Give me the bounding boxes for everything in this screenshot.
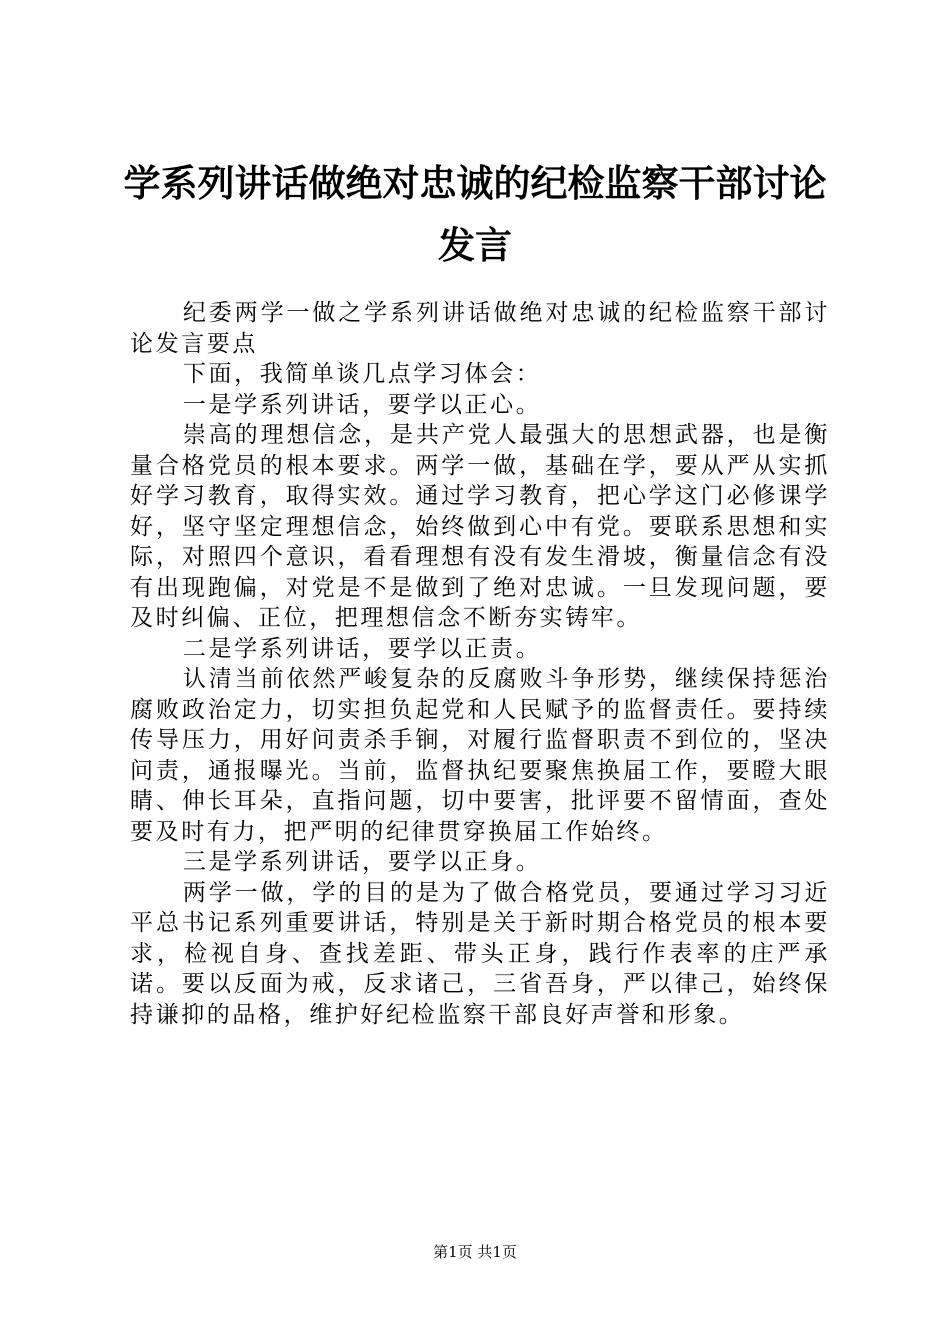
paragraph-opening: 下面，我简单谈几点学习体会： <box>182 361 542 387</box>
section-heading-2: 二是学系列讲话，要学以正责。 <box>182 635 542 662</box>
paragraph-section-2: 认清当前依然严峻复杂的反腐败斗争形势，继续保持惩治腐败政治定力，切实担负起党和人民赋予的监督责任。要持续传导压力，用好问责杀手锏，对履行监督职责不到位的，坚决问责，通报曝光。当前，监督执纪要聚焦换届工作，要瞪大眼睛、伸长耳朵，直指问题，切中要害，批评要不留情面，查处要及时有力，把严明的纪律贯穿换届工作始终。 <box>130 666 830 845</box>
paragraph-section-3: 两学一做，学的目的是为了做合格党员，要通过学习习近平总书记系列重要讲话，特别是关于新时期合格党员的根本要求，检视自身、查找差距、带头正身，践行作表率的庄严承诺。要以反面为戒，反求诸己，三省吾身，严以律己，始终保持谦抑的品格，维护好纪检监察干部良好声誉和形象。 <box>130 879 830 1028</box>
paragraph-intro: 纪委两学一做之学系列讲话做绝对忠诚的纪检监察干部讨论发言要点 <box>130 300 830 357</box>
paragraph-section-1: 崇高的理想信念，是共产党人最强大的思想武器，也是衡量合格党员的根本要求。两学一做，基础在学，要从严从实抓好学习教育，取得实效。通过学习教育，把心学这门必修课学好，坚守坚定理想信念，始终做到心中有党。要联系思想和实际，对照四个意识，看看理想有没有发生滑坡，衡量信念有没有出现跑偏，对党是不是做到了绝对忠诚。一旦发现问题，要及时纠偏、正位，把理想信念不断夯实铸牢。 <box>130 422 830 631</box>
document-title: 学系列讲话做绝对忠诚的纪检监察干部讨论发言 <box>123 161 827 267</box>
section-heading-1: 一是学系列讲话，要学以正心。 <box>182 391 542 418</box>
page-footer: 第1页 共1页 <box>433 1243 517 1261</box>
section-heading-3: 三是学系列讲话，要学以正身。 <box>182 849 542 875</box>
document-body <box>130 298 830 1030</box>
